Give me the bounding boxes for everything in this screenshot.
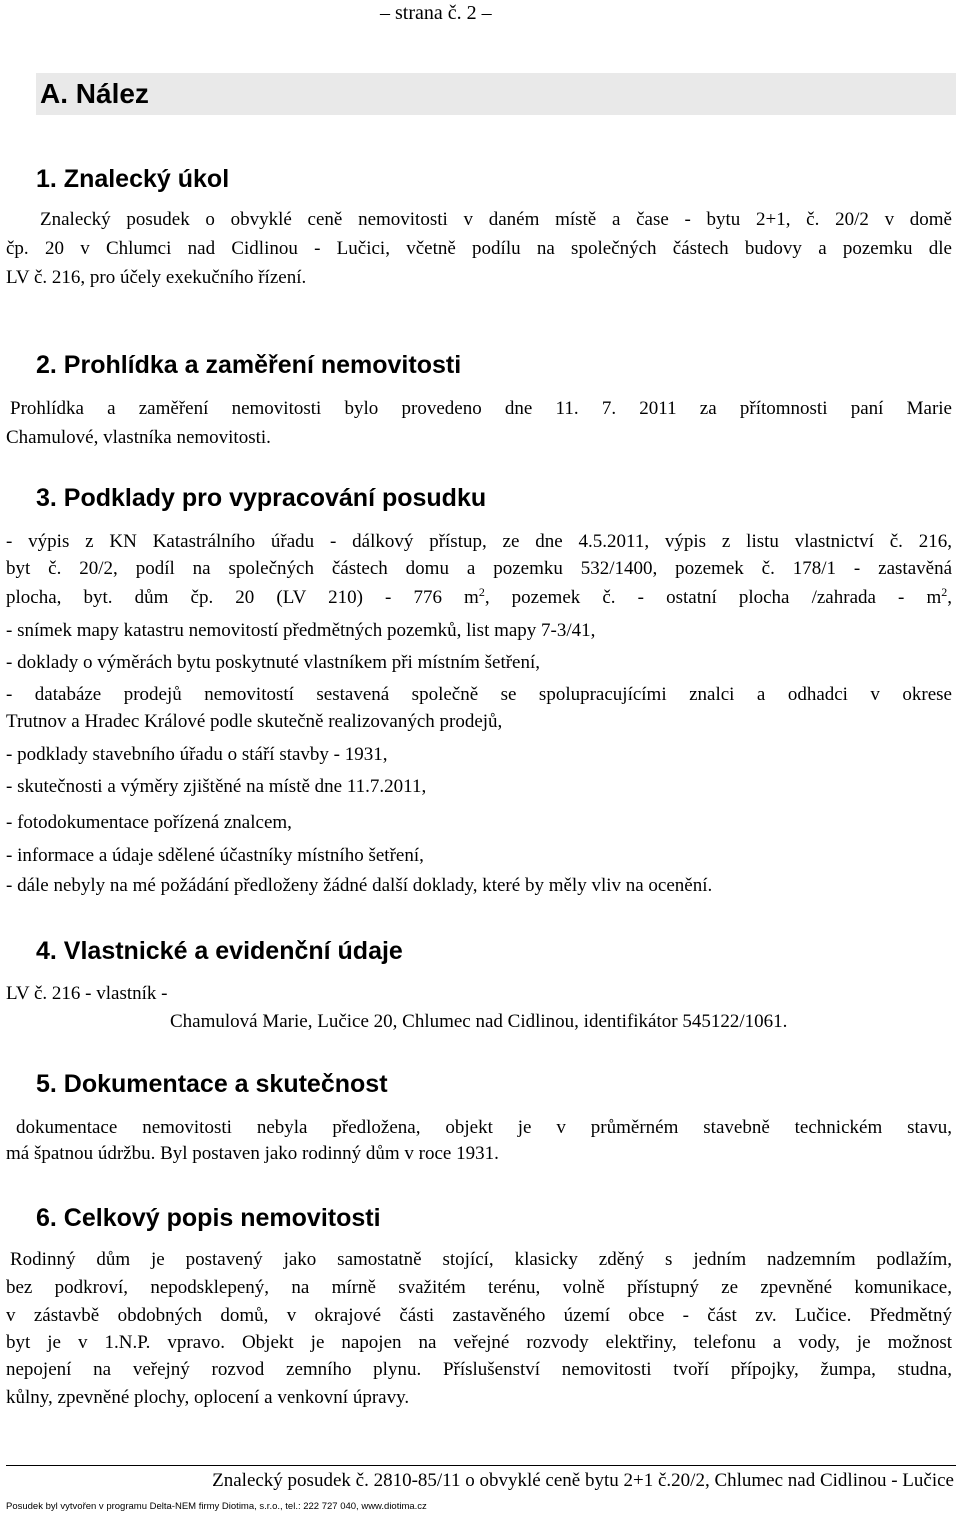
section-a-title: A. Nález — [40, 78, 149, 109]
list-item: - dále nebyly na mé požádání předloženy žádné další doklady, které by měly vliv na ocenění. — [6, 875, 713, 896]
s5-line-1: dokumentace nemovitosti nebyla předložena, objekt je v průměrném stavebně technickém stavu, — [16, 1117, 952, 1138]
s3-line-3: plocha, byt. dům čp. 20 (LV 210) - 776 $m^2$, pozemek č. - ostatní plocha /zahrada - $m^2$, — [6, 585, 953, 608]
list-item: - databáze prodejů nemovitostí sestavená společně se spolupracujícími znalci a odhadci v okrese — [6, 684, 952, 705]
heading-celkovy-popis: 6. Celkový popis nemovitosti — [36, 1204, 381, 1232]
heading-prohlidka: 2. Prohlídka a zaměření nemovitosti — [36, 351, 462, 379]
s6-line-3: v zástavbě obdobných domů, v okrajové části zastavěného území obce - část zv. Lučice. Předmětný — [6, 1305, 952, 1326]
s2-line-1: Prohlídka a zaměření nemovitosti bylo provedeno dne 11. 7. 2011 za přítomnosti paní Marie — [10, 398, 952, 419]
s1-line-2: čp. 20 v Chlumci nad Cidlinou - Lučici, včetně podílu na společných částech budovy a pozemku dle — [6, 238, 952, 259]
owner-line: Chamulová Marie, Lučice 20, Chlumec nad Cidlinou, identifikátor 545122/1061. — [170, 1011, 788, 1032]
heading-dokumentace: 5. Dokumentace a skutečnost — [36, 1070, 388, 1098]
s3-line-1: - výpis z KN Katastrálního úřadu - dálkový přístup, ze dne 4.5.2011, výpis z listu vlastnictví č. 216, — [6, 531, 952, 552]
s6-line-6: kůlny, zpevněné plochy, oplocení a venkovní úpravy. — [6, 1387, 410, 1408]
s1-line-3: LV č. 216, pro účely exekučního řízení. — [6, 267, 307, 288]
footer-software-note: Posudek byl vytvořen v programu Delta-NEM firmy Diotima, s.r.o., tel.: 222 727 040, www.diotima.cz — [6, 1501, 427, 1512]
heading-vlastnicke-udaje: 4. Vlastnické a evidenční údaje — [36, 937, 403, 965]
footer-title: Znalecký posudek č. 2810-85/11 o obvyklé ceně bytu 2+1 č.20/2, Chlumec nad Cidlinou - Lučice — [212, 1470, 954, 1491]
lv-line: LV č. 216 - vlastník - — [6, 983, 168, 1004]
list-item: - podklady stavebního úřadu o stáří stavby - 1931, — [6, 744, 388, 765]
s6-line-1: Rodinný dům je postavený jako samostatně stojící, klasicky zděný s jedním nadzemním podlažím, — [10, 1249, 952, 1270]
s3-line-2: byt č. 20/2, podíl na společných částech domu a pozemku 532/1400, pozemek č. 178/1 - zastavěná — [6, 558, 952, 579]
s6-line-4: byt je v 1.N.P. vpravo. Objekt je napojen na veřejné rozvody elektřiny, telefonu a vody, je možnost — [6, 1332, 952, 1353]
s6-line-5: nepojení na veřejný rozvod zemního plynu. Příslušenství nemovitosti tvoří přípojky, žumpa, studna, — [6, 1359, 952, 1380]
list-item: - skutečnosti a výměry zjištěné na místě dne 11.7.2011, — [6, 776, 427, 797]
list-item: - fotodokumentace pořízená znalcem, — [6, 812, 292, 833]
s5-line-2: má špatnou údržbu. Byl postaven jako rodinný dům v roce 1931. — [6, 1143, 499, 1164]
list-item: - snímek mapy katastru nemovitostí předmětných pozemků, list mapy 7-3/41, — [6, 620, 596, 641]
s2-line-2: Chamulové, vlastníka nemovitosti. — [6, 427, 271, 448]
page-number: – strana č. 2 – — [380, 2, 492, 24]
s6-line-2: bez podkroví, nepodsklepený, na mírně svažitém terénu, volně přístupný ze zpevněné komunikace, — [6, 1277, 952, 1298]
list-item: Trutnov a Hradec Králové podle skutečně realizovaných prodejů, — [6, 711, 503, 732]
s1-line-1: Znalecký posudek o obvyklé ceně nemovitosti v daném místě a čase - bytu 2+1, č. 20/2 v domě — [40, 209, 952, 230]
list-item: - informace a údaje sdělené účastníky místního šetření, — [6, 845, 424, 866]
heading-podklady: 3. Podklady pro vypracování posudku — [36, 484, 487, 512]
heading-znalecky-ukol: 1. Znalecký úkol — [36, 165, 230, 193]
section-a-bar — [36, 73, 956, 115]
list-item: - doklady o výměrách bytu poskytnuté vlastníkem při místním šetření, — [6, 652, 541, 673]
